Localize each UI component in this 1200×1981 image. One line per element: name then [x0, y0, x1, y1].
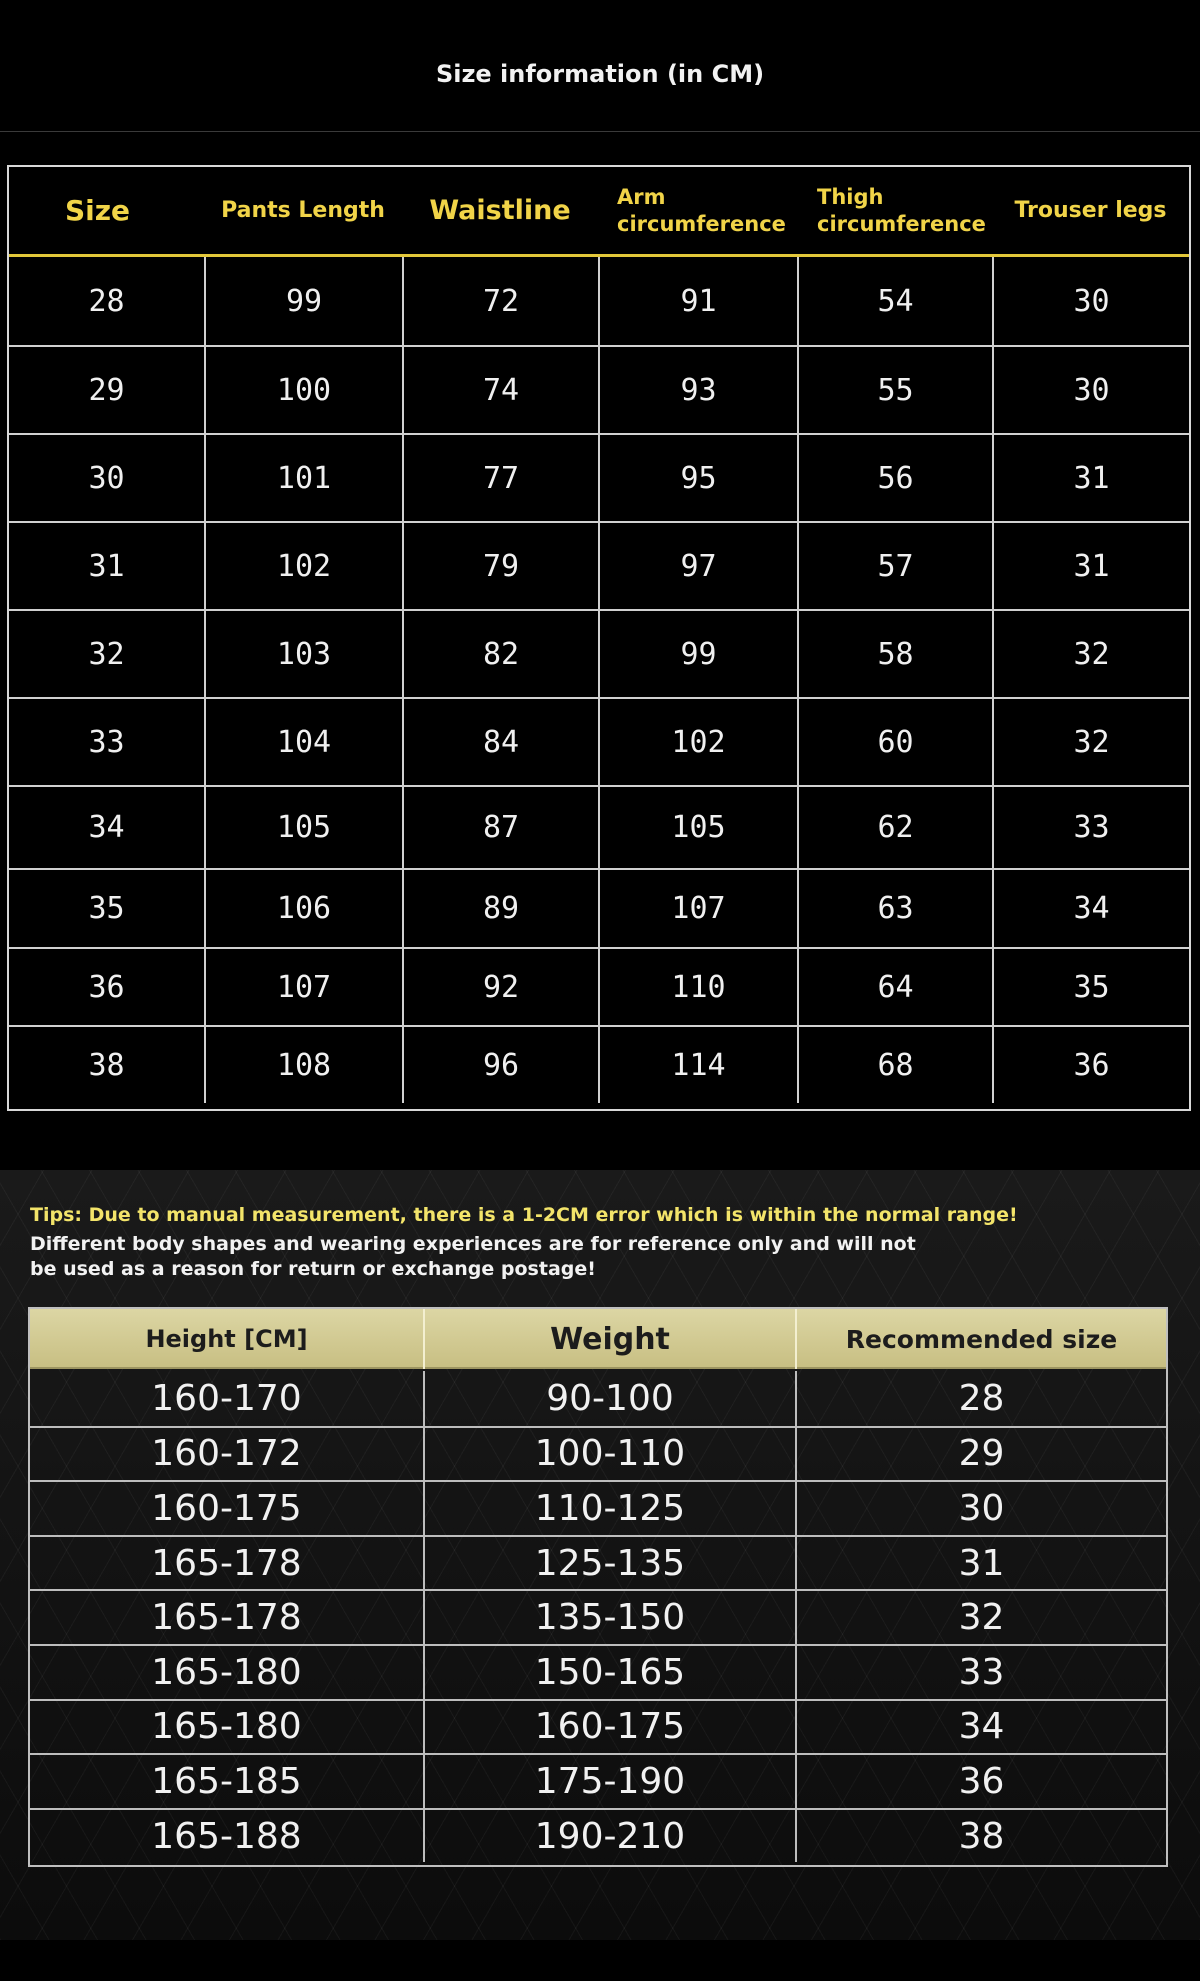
table-cell: 62	[797, 787, 992, 868]
table-cell: 92	[402, 949, 598, 1025]
table-cell: 32	[795, 1591, 1166, 1644]
table-row	[30, 1808, 1166, 1863]
table-row	[9, 947, 1189, 1025]
table-row	[30, 1480, 1166, 1535]
table-cell: 68	[797, 1027, 992, 1103]
table-cell: 33	[88, 724, 125, 760]
table-cell: 28	[795, 1371, 1166, 1426]
table-cell: 63	[797, 870, 992, 947]
table-cell: 35	[88, 891, 125, 926]
table-cell: 95	[598, 435, 797, 521]
table-cell: 30	[795, 1482, 1166, 1535]
table-row	[9, 345, 1189, 433]
table-cell: 82	[402, 611, 598, 697]
table-cell: 64	[797, 949, 992, 1025]
title-bar	[0, 0, 1200, 132]
table-cell: 96	[402, 1027, 598, 1103]
table-cell: 105	[598, 787, 797, 868]
table-row	[9, 697, 1189, 785]
recommendation-table	[28, 1307, 1168, 1867]
size-table	[7, 165, 1191, 1111]
table-row	[30, 1753, 1166, 1808]
table-cell: 100-110	[423, 1428, 795, 1481]
table-cell: 93	[598, 347, 797, 433]
table-row	[9, 521, 1189, 609]
table-cell: 190-210	[423, 1810, 795, 1863]
table-row	[30, 1371, 1166, 1426]
table-cell: 103	[204, 611, 402, 697]
table-cell: 31	[992, 523, 1189, 609]
tip-measurement-error: Tips: Due to manual measurement, there is a 1-2CM error which is within the normal range!	[30, 1204, 1018, 1226]
table-row	[30, 1644, 1166, 1699]
table-cell: 90-100	[423, 1371, 795, 1426]
table-cell: 33	[795, 1646, 1166, 1699]
table-cell: 160-170	[151, 1377, 302, 1419]
table-cell: 108	[204, 1027, 402, 1103]
table-cell: 105	[204, 787, 402, 868]
table-cell: 55	[797, 347, 992, 433]
table-cell: 33	[992, 787, 1189, 868]
table-cell: 165-185	[151, 1760, 302, 1802]
page-title: Size information (in CM)	[435, 60, 765, 88]
table-cell: 99	[598, 611, 797, 697]
table-cell: 74	[402, 347, 598, 433]
header-recommended-size: Recommended size	[795, 1309, 1166, 1369]
table-cell: 110	[598, 949, 797, 1025]
table-cell: 60	[797, 699, 992, 785]
table-cell: 135-150	[423, 1591, 795, 1644]
table-cell: 91	[598, 257, 797, 345]
table-cell: 89	[402, 870, 598, 947]
table-cell: 97	[598, 523, 797, 609]
table-cell: 165-178	[151, 1542, 302, 1584]
table-cell: 79	[402, 523, 598, 609]
table-cell: 36	[88, 969, 125, 1005]
recommendation-table-header	[30, 1309, 1166, 1369]
table-row	[9, 609, 1189, 697]
table-cell: 175-190	[423, 1755, 795, 1808]
table-cell: 36	[795, 1755, 1166, 1808]
table-cell: 36	[992, 1027, 1189, 1103]
table-cell: 150-165	[423, 1646, 795, 1699]
table-cell: 30	[992, 347, 1189, 433]
table-cell: 165-188	[151, 1815, 302, 1857]
table-cell: 30	[992, 257, 1189, 345]
tips-section	[0, 1170, 1200, 1940]
table-cell: 31	[88, 548, 125, 584]
table-cell: 100	[204, 347, 402, 433]
table-cell: 160-172	[151, 1433, 302, 1475]
table-cell: 38	[88, 1047, 125, 1083]
header-thigh-circumference: Thigh circumference	[817, 184, 986, 236]
table-row	[30, 1426, 1166, 1481]
table-cell: 125-135	[423, 1537, 795, 1590]
table-cell: 99	[204, 257, 402, 345]
table-cell: 101	[204, 435, 402, 521]
table-cell: 34	[992, 870, 1189, 947]
table-cell: 165-180	[151, 1706, 302, 1748]
table-cell: 32	[992, 699, 1189, 785]
table-cell: 114	[598, 1027, 797, 1103]
table-cell: 160-175	[423, 1701, 795, 1754]
header-weight: Weight	[423, 1309, 795, 1369]
table-cell: 34	[88, 810, 125, 845]
table-cell: 30	[88, 460, 125, 496]
table-cell: 160-175	[151, 1487, 302, 1529]
table-row	[9, 868, 1189, 947]
table-row	[30, 1699, 1166, 1754]
table-cell: 29	[795, 1428, 1166, 1481]
table-row	[9, 433, 1189, 521]
table-row	[9, 1025, 1189, 1103]
header-trouser-legs: Trouser legs	[1014, 198, 1167, 223]
header-size: Size	[64, 194, 131, 227]
table-cell: 107	[204, 949, 402, 1025]
tip-reference-line-2: be used as a reason for return or exchange postage!	[30, 1258, 596, 1280]
table-cell: 34	[795, 1701, 1166, 1754]
table-cell: 31	[992, 435, 1189, 521]
table-cell: 54	[797, 257, 992, 345]
table-cell: 28	[88, 283, 125, 319]
table-cell: 57	[797, 523, 992, 609]
table-cell: 72	[402, 257, 598, 345]
header-waistline: Waistline	[429, 195, 571, 226]
table-cell: 104	[204, 699, 402, 785]
table-cell: 110-125	[423, 1482, 795, 1535]
table-cell: 31	[795, 1537, 1166, 1590]
table-cell: 102	[204, 523, 402, 609]
table-row	[9, 257, 1189, 345]
table-cell: 87	[402, 787, 598, 868]
table-row	[30, 1535, 1166, 1590]
table-cell: 32	[88, 636, 125, 672]
table-cell: 56	[797, 435, 992, 521]
table-cell: 107	[598, 870, 797, 947]
table-cell: 84	[402, 699, 598, 785]
table-cell: 77	[402, 435, 598, 521]
table-row	[9, 785, 1189, 868]
header-arm-circumference: Arm circumference	[617, 184, 786, 236]
table-cell: 102	[598, 699, 797, 785]
table-cell: 38	[795, 1810, 1166, 1863]
table-cell: 165-178	[151, 1597, 302, 1639]
table-cell: 35	[992, 949, 1189, 1025]
table-cell: 106	[204, 870, 402, 947]
table-cell: 32	[992, 611, 1189, 697]
size-table-header	[9, 167, 1189, 257]
header-height: Height [CM]	[145, 1325, 308, 1353]
table-row	[30, 1589, 1166, 1644]
tip-reference-line-1: Different body shapes and wearing experiences are for reference only and will not	[30, 1233, 916, 1255]
table-cell: 58	[797, 611, 992, 697]
table-cell: 29	[88, 372, 125, 408]
header-pants-length: Pants Length	[221, 198, 385, 223]
table-cell: 165-180	[151, 1651, 302, 1693]
